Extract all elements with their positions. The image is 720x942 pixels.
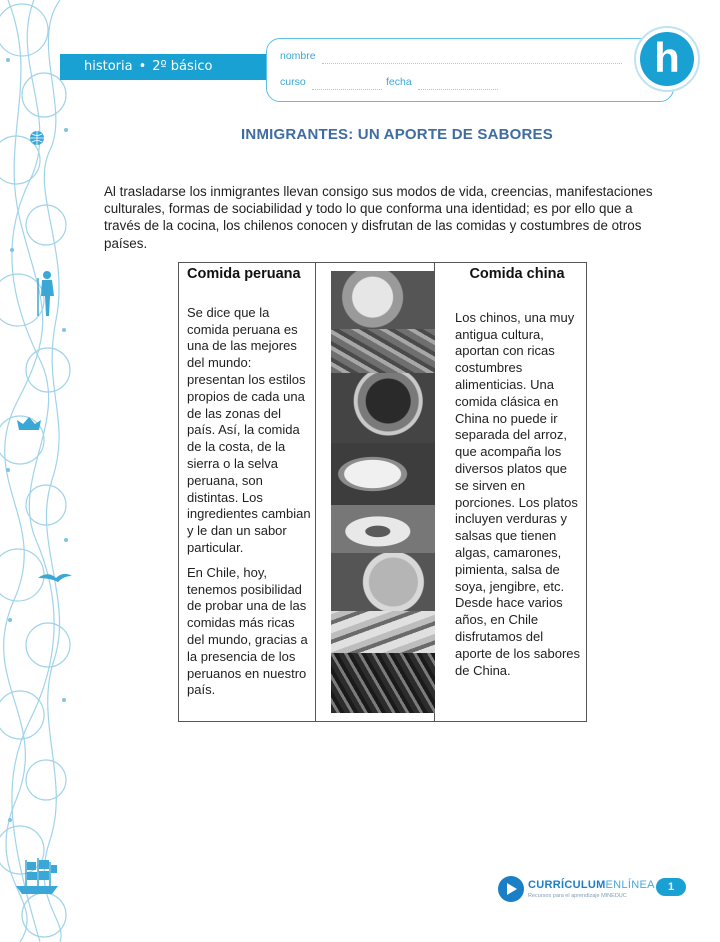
historia-logo: h bbox=[640, 32, 694, 86]
course-label: curso bbox=[280, 76, 306, 88]
food-photo-1 bbox=[331, 271, 435, 329]
name-label: nombre bbox=[280, 50, 316, 62]
footer-brand-light: ENLÍNEA bbox=[605, 879, 655, 891]
peruvian-food-paragraph-1: Se dice que la comida peruana es una de las mejores del mundo: presentan los estilos propios de cada una de las zonas del país. Así, la comida de la costa, de la sierra o la selva peruana, son distintas. Los ingredientes cambian y le dan un sabor particular. bbox=[187, 304, 311, 555]
bullet-separator: • bbox=[138, 59, 147, 74]
name-field[interactable] bbox=[322, 63, 622, 64]
peruvian-food-heading: Comida peruana bbox=[187, 266, 301, 282]
date-label: fecha bbox=[386, 76, 412, 88]
chinese-food-heading: Comida china bbox=[469, 266, 565, 282]
food-photo-7 bbox=[331, 611, 435, 653]
page-number: 1 bbox=[656, 878, 686, 896]
curriculum-logo-icon bbox=[498, 876, 524, 902]
footer-brand bbox=[528, 879, 655, 891]
student-info-box bbox=[266, 38, 674, 102]
explorer-figure-icon bbox=[36, 270, 58, 318]
date-field[interactable] bbox=[418, 89, 498, 90]
food-photo-8 bbox=[331, 653, 435, 713]
footer-brand-main: CURRÍCULUM bbox=[528, 879, 606, 891]
bird-icon bbox=[36, 570, 74, 584]
chinese-food-paragraph: Los chinos, una muy antigua cultura, aportan con ricas costumbres alimenticias. Una comida clásica en China no puede ir separada del arroz, que acompaña los diversos platos que se sirven en porciones. Los platos incluyen verduras y salsas que tienen algas, camarones, pimienta, salsa de soya, jengibre, etc. Desde hace varios años, en Chile disfrutamos del aporte de los sabores de China. bbox=[455, 309, 581, 678]
footer-tagline: Recursos para el aprendizaje MINEDUC bbox=[528, 893, 627, 899]
crown-icon bbox=[17, 416, 41, 432]
column-divider-left bbox=[315, 263, 316, 721]
food-photo-3 bbox=[331, 373, 435, 443]
sailing-ship-icon bbox=[12, 856, 62, 896]
subject-name: historia bbox=[84, 59, 133, 74]
course-field[interactable] bbox=[312, 89, 382, 90]
chinese-food-column bbox=[455, 266, 581, 679]
food-photo-collage bbox=[331, 271, 435, 713]
intro-paragraph: Al trasladarse los inmigrantes llevan consigo sus modos de vida, creencias, manifestaciones culturales, formas de sociabilidad y todo lo que conforma una identidad; es por ello que a través de la cocina, los chilenos conocen y disfrutan de las comidas y costumbres de otros países. bbox=[104, 184, 653, 251]
page-title: INMIGRANTES: UN APORTE DE SABORES bbox=[241, 126, 553, 143]
peruvian-food-column bbox=[187, 266, 311, 699]
food-photo-2 bbox=[331, 329, 435, 373]
peruvian-food-paragraph-2: En Chile, hoy, tenemos posibilidad de probar una de las comidas más ricas del mundo, gracias a la presencia de los peruanos en nuestro país. bbox=[187, 564, 308, 698]
food-photo-4 bbox=[331, 443, 435, 505]
subject-label bbox=[84, 57, 213, 77]
grade-level: 2º básico bbox=[152, 59, 213, 74]
food-photo-5 bbox=[331, 505, 435, 553]
food-photo-6 bbox=[331, 553, 435, 611]
